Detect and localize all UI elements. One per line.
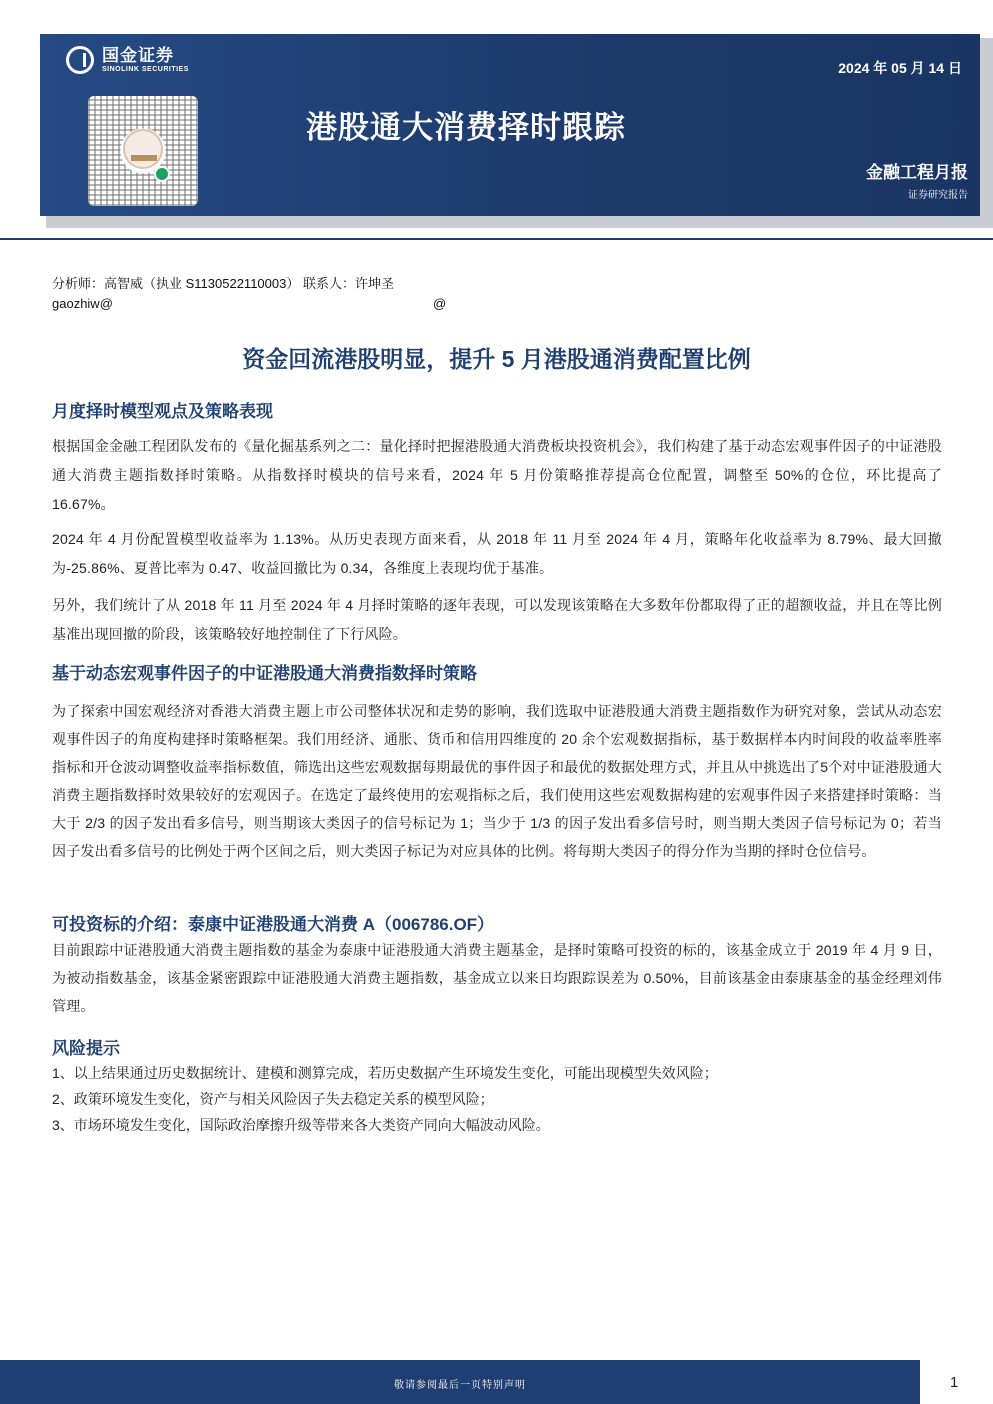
mini-program-badge-icon: [154, 166, 170, 182]
contact-email[interactable]: @: [433, 296, 447, 311]
risk-item: 3、市场环境发生变化，国际政治摩擦升级等带来各大类资产同向大幅波动风险。: [52, 1117, 550, 1133]
logo-icon: [66, 46, 94, 74]
paragraph-yearly: 另外，我们统计了从 2018 年 11 月至 2024 年 4 月择时策略的逐年表现，可以发现该策略在大多数年份都取得了正的超额收益，并且在等比例基准出现回撤的阶段，该策略较好地控制住了下行风险。: [52, 597, 942, 642]
logo-cn: 国金证券: [102, 45, 174, 65]
header-banner: [40, 34, 980, 216]
company-logo: [66, 46, 189, 74]
analyst-line: 分析师：高智威（执业 S1130522110003） 联系人：许坤圣: [52, 276, 394, 291]
paragraph-strategy-signal: 根据国金金融工程团队发布的《量化掘基系列之二：量化择时把握港股通大消费板块投资机会》，我们构建了基于动态宏观事件因子的中证港股通大消费主题指数择时策略。从指数择时模块的信号来看，2024 年 5 月份策略推荐提高仓位配置，调整至 50%的仓位，环比提高了 16.67%。: [52, 438, 942, 512]
analyst-info: [52, 274, 447, 314]
risk-item: 1、以上结果通过历史数据统计、建模和测算完成，若历史数据产生环境发生变化，可能出现模型失效风险；: [52, 1065, 718, 1081]
report-type: 金融工程月报: [866, 163, 968, 182]
main-headline: 资金回流港股明显，提升 5 月港股通消费配置比例: [242, 346, 751, 372]
logo-text: [102, 47, 189, 74]
paragraph-performance: 2024 年 4 月份配置模型收益率为 1.13%。从历史表现方面来看，从 2018 年 11 月至 2024 年 4 月，策略年化收益率为 8.79%、最大回撤为-25.86%、夏普比率为 0.47、收益回撤比为 0.34，各维度上表现均优于基准。: [52, 531, 942, 576]
footer-disclaimer-note: 敬请参阅最后一页特别声明: [394, 1380, 526, 1391]
qr-code-icon: [88, 96, 198, 206]
paragraph-strategy-method: 为了探索中国宏观经济对香港大消费主题上市公司整体状况和走势的影响，我们选取中证港股通大消费主题指数作为研究对象，尝试从动态宏观事件因子的角度构建择时策略框架。我们用经济、通胀、货币和信用四维度的 20 余个宏观数据指标，基于数据样本内时间段的收益率胜率指标和开仓波动调整收益率指标数值，筛选出这些宏观数据每期最优的事件因子和最优的数据处理方式，并且从中挑选出了5个对中证港股通大消费主题指数择时效果较好的宏观因子。在选定了最终使用的宏观指标之后，我们使用这些宏观数据构建的宏观事件因子来搭建择时策略：当大于 2/3 的因子发出看多信号，则当期该大类因子的信号标记为 1；当少于 1/3 的因子发出看多信号时，则当期大类因子信号标记为 0；若当因子发出看多信号的比例处于两个区间之后，则大类因子标记为对应具体的比例。将每期大类因子的得分作为当期的择时仓位信号。: [52, 703, 942, 859]
qr-center-logo: [123, 129, 163, 169]
report-category: 证券研究报告: [908, 190, 968, 201]
section-title-investable: 可投资标的介绍：泰康中证港股通大消费 A（006786.OF）: [52, 915, 495, 934]
logo-en: SINOLINK SECURITIES: [102, 65, 189, 73]
risk-item: 2、政策环境发生变化，资产与相关风险因子失去稳定关系的模型风险；: [52, 1091, 494, 1107]
section-title-strategy: 基于动态宏观事件因子的中证港股通大消费指数择时策略: [52, 664, 477, 683]
section-title-model-view: 月度择时模型观点及策略表现: [52, 402, 273, 421]
section-title-risk: 风险提示: [52, 1039, 120, 1058]
report-date: 2024 年 05 月 14 日: [838, 60, 962, 76]
report-title: 港股通大消费择时跟踪: [306, 110, 626, 145]
analyst-email[interactable]: gaozhiw@: [52, 296, 113, 311]
header-divider: [0, 238, 993, 240]
paragraph-fund-intro: 目前跟踪中证港股通大消费主题指数的基金为泰康中证港股通大消费主题基金，是择时策略可投资的标的，该基金成立于 2019 年 4 月 9 日，为被动指数基金，该基金紧密跟踪中证港股通大消费主题指数，基金成立以来日均跟踪误差为 0.50%，目前该基金由泰康基金的基金经理刘伟管理。: [52, 942, 942, 1014]
page-number: 1: [950, 1374, 959, 1391]
